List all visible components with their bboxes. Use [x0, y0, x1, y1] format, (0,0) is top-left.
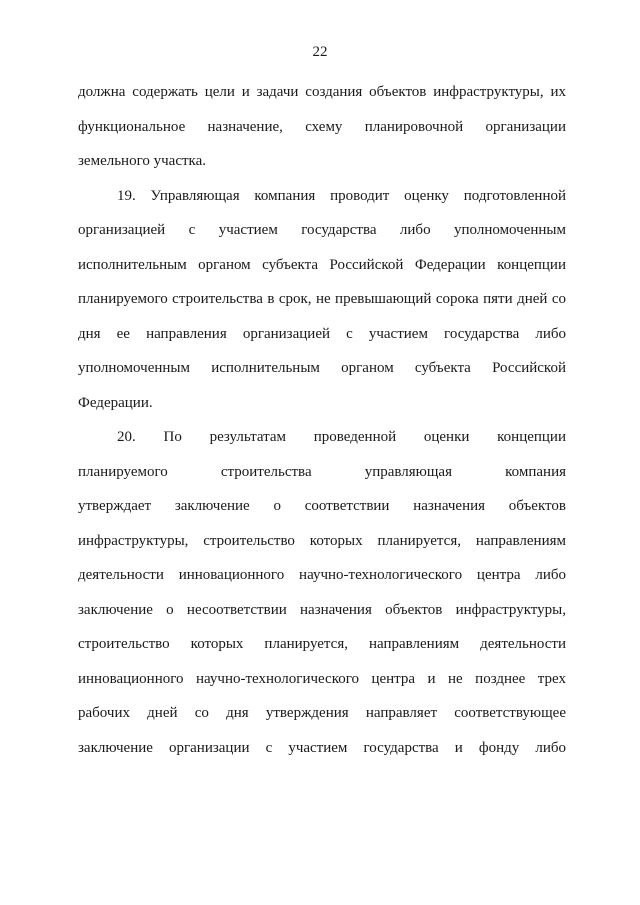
text-line: утверждает заключение о соответствии назначения объектов	[78, 498, 566, 514]
text-line: деятельности инновационного научно-технологического центра либо	[78, 567, 566, 583]
text-line: функциональное назначение, схему планировочной организации	[78, 118, 566, 135]
text-line: строительство которых планируется, направлениям деятельности	[78, 636, 566, 652]
text-line: земельного участка.	[78, 153, 206, 169]
text-line: 19. Управляющая компания проводит оценку подготовленной	[117, 187, 566, 204]
text-line: дня ее направления организацией с участием государства либо	[78, 325, 566, 342]
text-line: заключение организации с участием государства и фонду либо	[78, 739, 566, 756]
text-line: организацией с участием государства либо уполномоченным	[78, 222, 566, 238]
text-line: инновационного научно-технологического центра и не позднее трех	[78, 670, 566, 687]
text-line: заключение о несоответствии назначения объектов инфраструктуры,	[78, 601, 566, 618]
text-line: планируемого строительства в срок, не превышающий сорока пяти дней со	[78, 291, 566, 307]
page-number: 22	[312, 44, 328, 60]
text-line: планируемого строительства управляющая компания	[78, 463, 566, 480]
text-line: должна содержать цели и задачи создания объектов инфраструктуры, их	[78, 84, 566, 100]
text-line: исполнительным органом субъекта Российской Федерации концепции	[78, 256, 566, 273]
text-line: инфраструктуры, строительство которых планируется, направлениям	[78, 532, 566, 549]
document-body	[78, 82, 566, 772]
text-line: 20. По результатам проведенной оценки концепции	[117, 429, 566, 445]
text-line: уполномоченным исполнительным органом субъекта Российской	[78, 360, 566, 376]
text-line: Федерации.	[78, 394, 153, 411]
text-line: рабочих дней со дня утверждения направляет соответствующее	[78, 705, 566, 721]
